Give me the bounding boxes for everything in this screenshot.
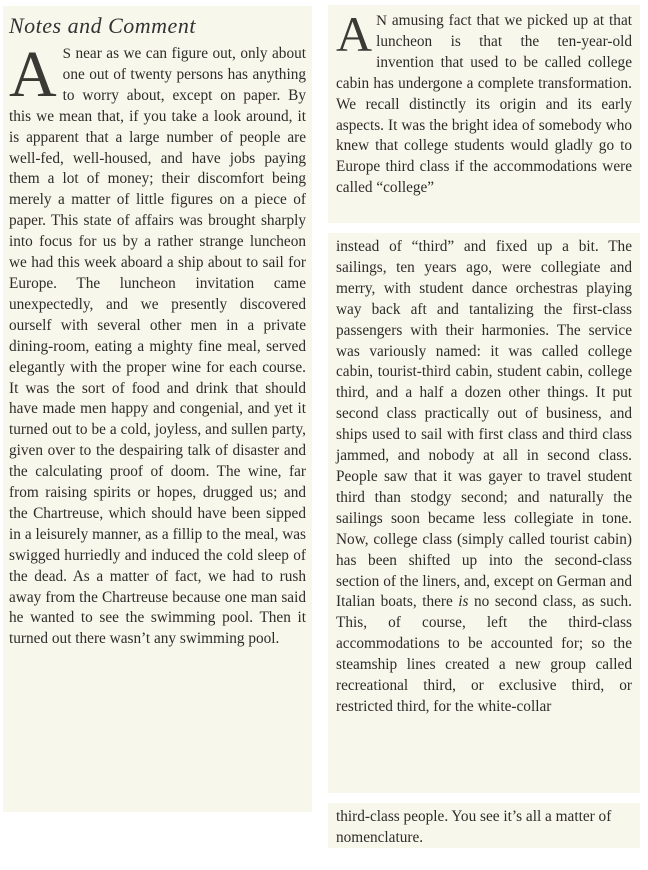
right-column-text-2b: no second class, as such. This, of course, left the third-class accommodations to be accounted for; so the steamship lines created a new group called recreational third, or exclusive third, or restricted third, for the white-collar [336,593,632,715]
lead-smallcaps: S [62,46,72,62]
left-column-paragraph [9,38,306,650]
right-column-paragraph-1 [336,6,632,199]
section-title: Notes and Comment [9,13,196,38]
right-column-panel-3 [328,803,640,848]
right-column-text-3: third-class people. You see it’s all a matter of nomenclature. [336,808,612,846]
right-column-paragraph-3 [336,807,632,849]
emphasis-is: is [458,593,469,611]
right-column-text-1: amusing fact that we picked up at that luncheon is that the ten-year-old invention that used to be called college cabin has undergone a complete transformation. We recall distinctly its origin and its early aspects. It was the bright idea of somebody who knew that college students would gladly go to Europe third class if the accommodations were called “college” [336,12,632,197]
left-column-text: near as we can figure out, only about one out of twenty persons has anything to worry about, except on paper. By this we mean that, if you take a look around, it is apparent that a large number of people are well-fed, well-housed, and have jobs paying them a lot of money; their discomfort being merely a matter of little figures on a piece of paper. This state of affairs was brought sharply into focus for us by a rather strange luncheon we had this week aboard a ship about to sail for Europe. The luncheon invitation came unexpectedly, and we presently discovered ourself with several other men in a private dining-room, eating a mighty fine meal, served elegantly with the proper wine for each course. It was the sort of food and drink that should have made men happy and congenial, and yet it turned out to be a cold, joyless, and sullen party, given over to the despairing talk of disaster and the calculating proof of doom. The wine, far from raising spirits or hopes, drugged us; and the Chartreuse, which should have been sipped in a leisurely manner, as a fillip to the meal, was swigged hurriedly and induced the cold sleep of the dead. As a matter of fact, we had to rush away from the Chartreuse because one man said he wanted to see the swimming pool. Then it turned out there wasn’t any swimming pool. [9,45,306,648]
right-column-panel-1 [328,5,640,223]
drop-cap: A [336,6,373,62]
right-column-panel-2 [328,233,640,793]
lead-smallcaps: N [376,13,387,29]
drop-cap: A [9,38,57,111]
right-column-paragraph-2 [336,237,632,718]
right-column-text-2a: instead of “third” and fixed up a bit. The sailings, ten years ago, were collegiate and merry, with student dance orchestras playing way back aft and tantalizing the first-class passengers with their harmonies. The service was variously named: it was called college cabin, tourist-third cabin, student cabin, college third, and a half a dozen other things. It put second class practically out of business, and ships used to sail with first class and third class jammed, and nobody at all in second class. People saw that it was gayer to travel student third than stodgy second; and naturally the sailings soon became less collegiate in tone. Now, college class (simply called tourist cabin) has been shifted up into the second-class section of the liners, and, except on German and Italian boats, there [336,238,632,611]
left-column-panel [3,6,312,812]
